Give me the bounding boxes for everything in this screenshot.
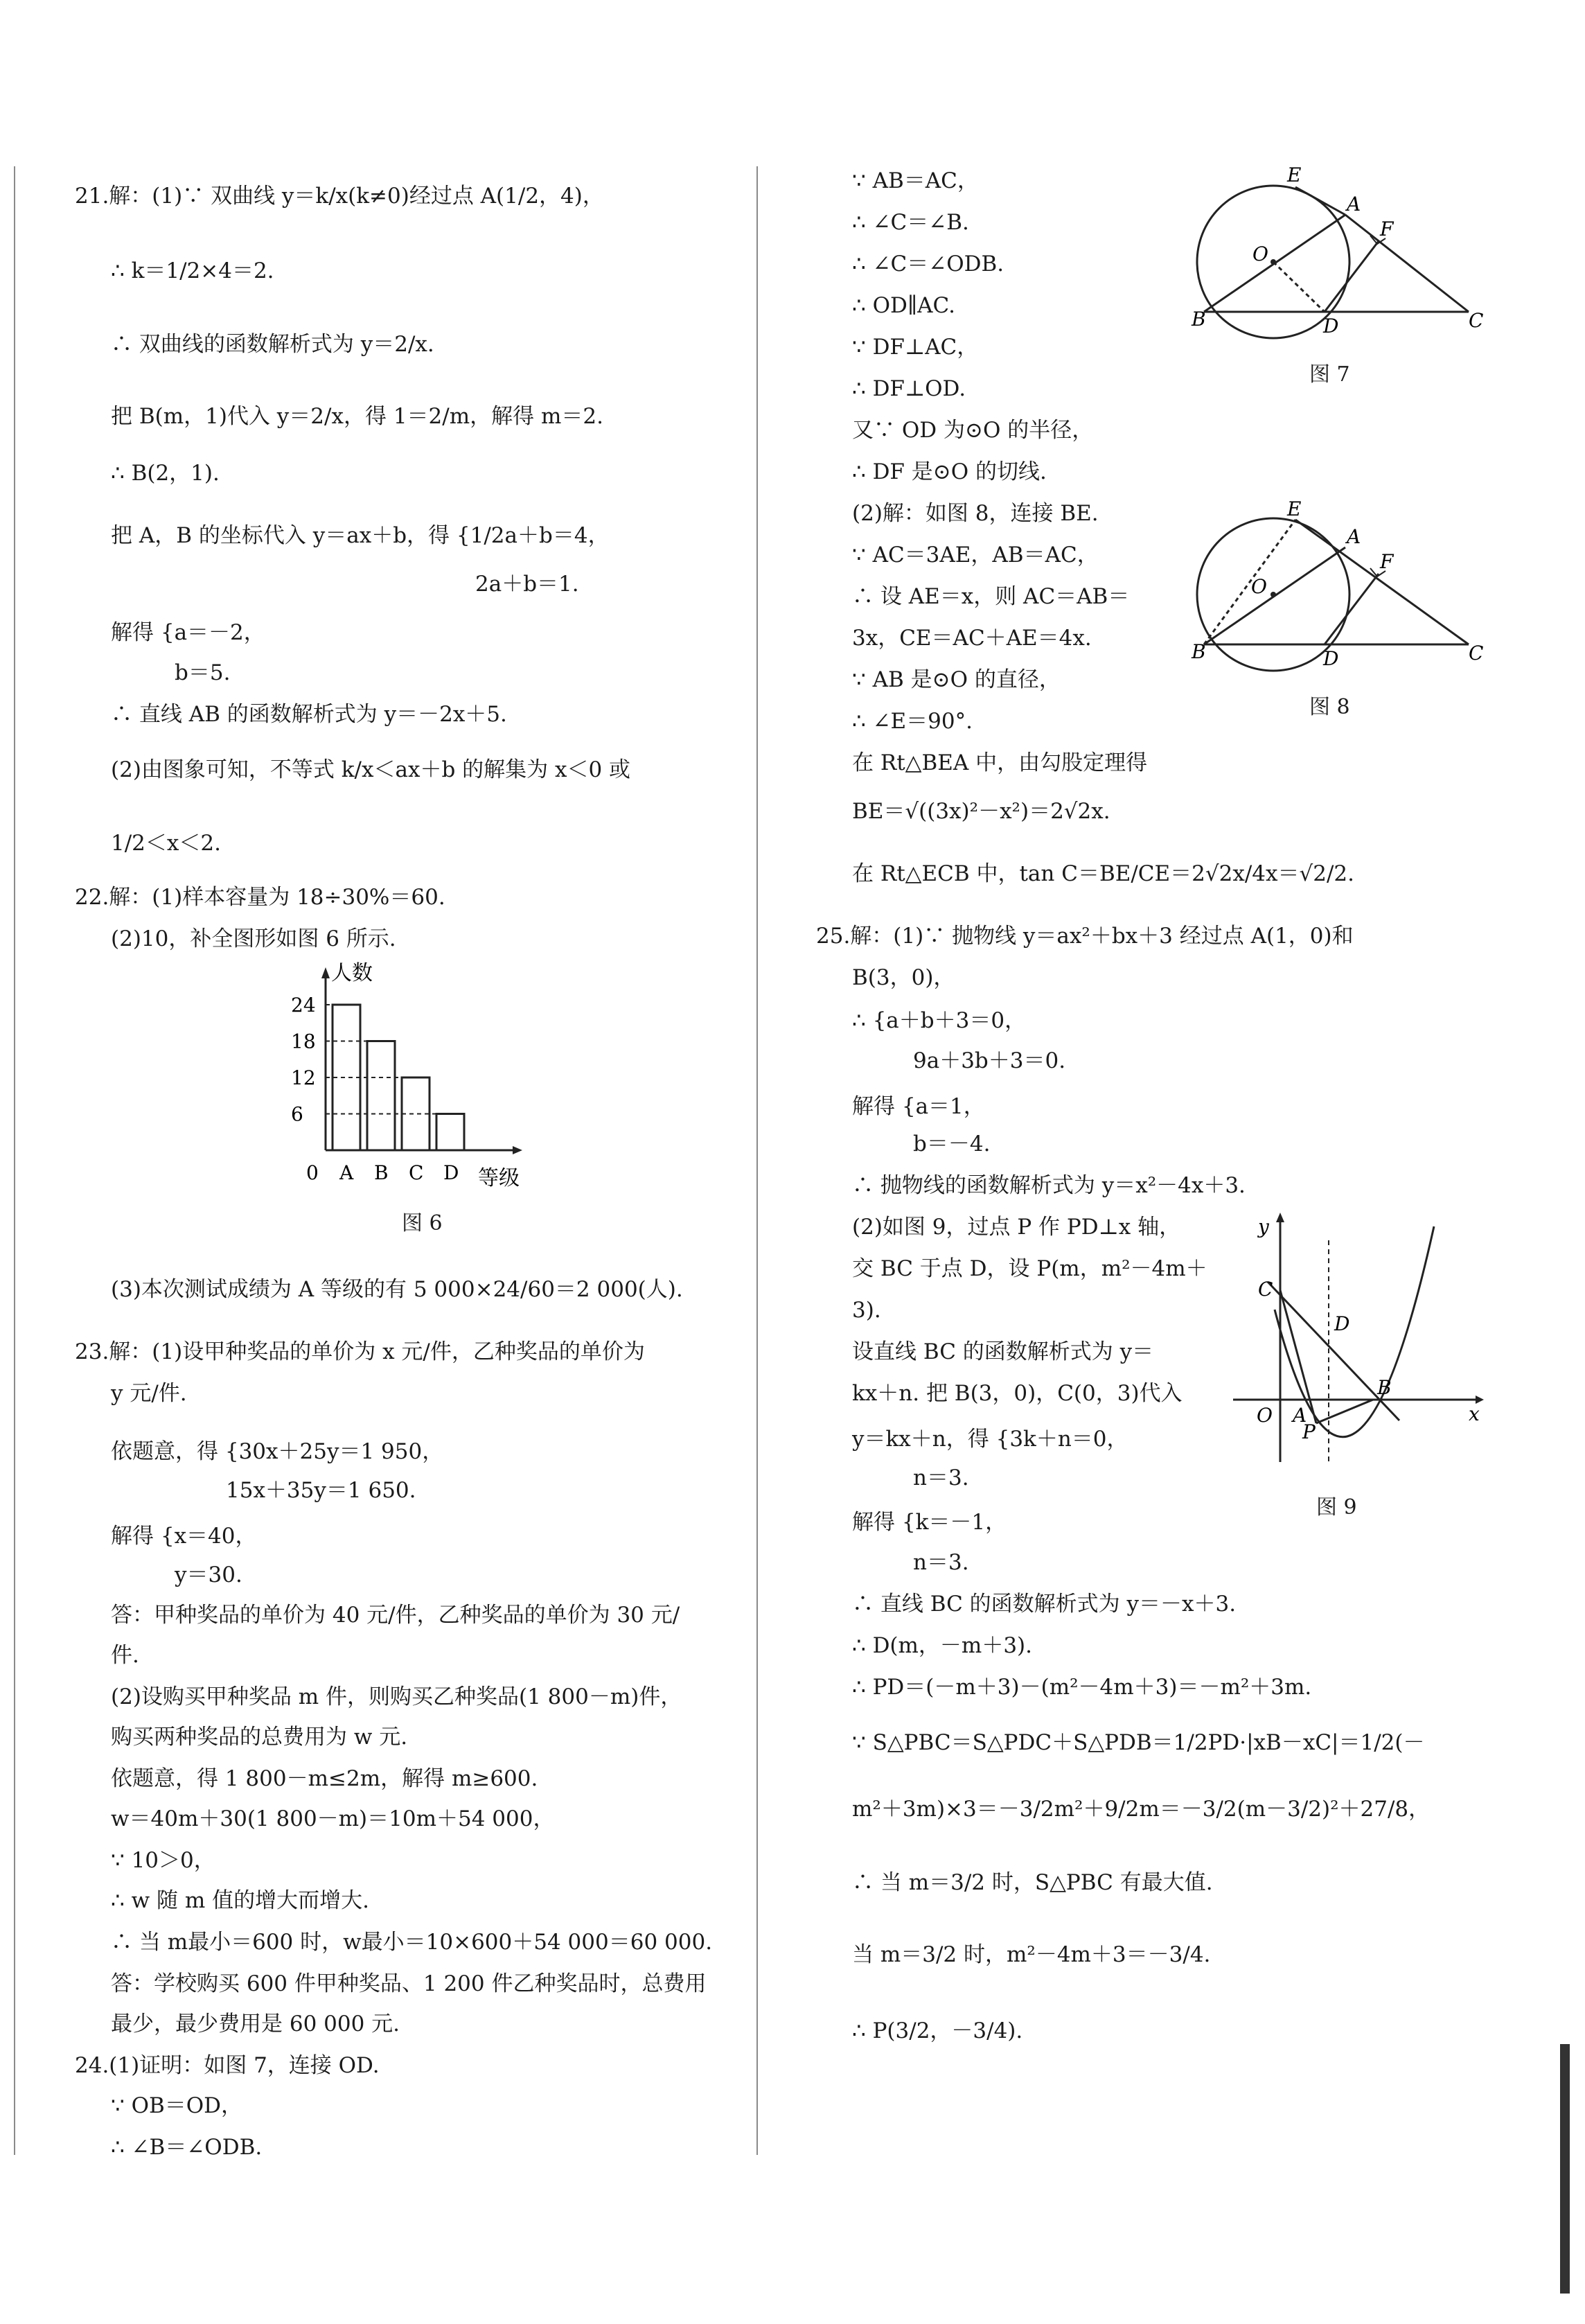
x-axis-arrow bbox=[513, 1146, 522, 1154]
answer-line: ∴ k＝1/2×4＝2. bbox=[111, 258, 274, 283]
answer-line: ∴ 设 AE＝x，则 AC＝AB＝ bbox=[852, 584, 1130, 609]
answer-line: 15x＋35y＝1 650. bbox=[226, 1478, 416, 1503]
answer-line: ∴ 直线 BC 的函数解析式为 y＝－x＋3. bbox=[852, 1592, 1237, 1617]
answer-line: (2)如图 9，过点 P 作 PD⊥x 轴， bbox=[852, 1215, 1181, 1240]
answer-line: y＝kx＋n，得 {3k＋n＝0， bbox=[852, 1427, 1128, 1452]
label-a: A bbox=[1293, 1404, 1307, 1427]
answer-line: 2a＋b＝1. bbox=[475, 572, 579, 597]
center-dot bbox=[1270, 259, 1276, 265]
answer-line: ∵ DF⊥AC， bbox=[852, 335, 979, 360]
answer-line: ∴ ∠E＝90°. bbox=[852, 709, 973, 734]
answer-line: ∴ 直线 AB 的函数解析式为 y＝－2x＋5. bbox=[111, 702, 507, 727]
figure-9-svg bbox=[1226, 1213, 1482, 1476]
answer-line: ∴ B(2，1). bbox=[111, 461, 220, 486]
answer-line: ∴ w 随 m 值的增大而增大. bbox=[111, 1888, 369, 1913]
segment-be bbox=[1204, 520, 1295, 644]
x-axis-label: 等级 bbox=[478, 1166, 520, 1190]
segment-ec bbox=[1295, 520, 1469, 644]
answer-line: BE＝√((3x)²－x²)＝2√2x. bbox=[852, 799, 1110, 824]
answer-line: 21.解：(1)∵ 双曲线 y＝k/x(k≠0)经过点 A(1/2，4)， bbox=[75, 184, 604, 209]
answer-line: 24.(1)证明：如图 7，连接 OD. bbox=[75, 2053, 380, 2078]
answer-line: 答：甲种奖品的单价为 40 元/件，乙种奖品的单价为 30 元/ bbox=[111, 1603, 680, 1628]
answer-line: ∵ AC＝3AE，AB＝AC， bbox=[852, 543, 1099, 567]
label-c: C bbox=[1469, 309, 1484, 332]
answer-line: 解得 {k＝－1， bbox=[852, 1510, 1007, 1535]
answer-line: b＝5. bbox=[175, 660, 231, 685]
answer-line: 在 Rt△ECB 中，tan C＝BE/CE＝2√2x/4x＝√2/2. bbox=[852, 861, 1354, 886]
answer-line: (2)由图象可知，不等式 k/x＜ax＋b 的解集为 x＜0 或 bbox=[111, 757, 631, 782]
answer-line: w＝40m＋30(1 800－m)＝10m＋54 000， bbox=[111, 1806, 555, 1831]
answer-line: 交 BC 于点 D，设 P(m，m²－4m＋ bbox=[852, 1256, 1207, 1281]
label-b: B bbox=[1192, 640, 1206, 663]
answer-line: 3x，CE＝AC＋AE＝4x. bbox=[852, 626, 1092, 651]
answer-line: 23.解：(1)设甲种奖品的单价为 x 元/件，乙种奖品的单价为 bbox=[75, 1339, 645, 1364]
bar-B bbox=[367, 1041, 395, 1151]
answer-line: (3)本次测试成绩为 A 等级的有 5 000×24/60＝2 000(人). bbox=[111, 1277, 683, 1302]
label-o: O bbox=[1257, 1404, 1273, 1427]
answer-line: (2)10，补全图形如图 6 所示. bbox=[111, 926, 396, 951]
figure-8-circle-tangent bbox=[1192, 498, 1484, 679]
answer-line: y 元/件. bbox=[111, 1381, 187, 1406]
answer-line: 设直线 BC 的函数解析式为 y＝ bbox=[852, 1339, 1154, 1364]
label-c: C bbox=[1258, 1278, 1273, 1301]
answer-line: 9a＋3b＋3＝0. bbox=[913, 1048, 1066, 1073]
figure-7-caption: 图 7 bbox=[1309, 362, 1350, 387]
label-a: A bbox=[1347, 193, 1361, 215]
answer-line: 当 m＝3/2 时，m²－4m＋3＝－3/4. bbox=[852, 1942, 1211, 1967]
answer-line: 1/2＜x＜2. bbox=[111, 831, 221, 856]
label-e: E bbox=[1287, 164, 1302, 186]
answer-line: b＝－4. bbox=[913, 1132, 991, 1156]
origin-label: 0 bbox=[306, 1161, 319, 1184]
figure-9-caption: 图 9 bbox=[1316, 1495, 1357, 1520]
answer-line: ∴ PD＝(－m＋3)－(m²－4m＋3)＝－m²＋3m. bbox=[852, 1675, 1312, 1700]
y-tick-label: 24 bbox=[291, 994, 316, 1016]
figure-9-parabola bbox=[1226, 1213, 1482, 1476]
answer-line: ∴ OD∥AC. bbox=[852, 293, 956, 318]
answer-line: (2)设购买甲种奖品 m 件，则购买乙种奖品(1 800－m)件， bbox=[111, 1684, 682, 1709]
answer-line: 依题意，得 1 800－m≤2m，解得 m≥600. bbox=[111, 1766, 538, 1791]
label-p: P bbox=[1302, 1420, 1316, 1443]
label-o: O bbox=[1251, 575, 1267, 598]
segment-df bbox=[1325, 574, 1379, 644]
answer-line: ∵ S△PBC＝S△PDC＋S△PDB＝1/2PD·|xB－xC|＝1/2(－ bbox=[852, 1730, 1425, 1755]
answer-line: 把 B(m，1)代入 y＝2/x，得 1＝2/m，解得 m＝2. bbox=[111, 404, 603, 429]
answer-line: y＝30. bbox=[175, 1562, 242, 1587]
answer-line: B(3，0)， bbox=[852, 965, 955, 990]
segment-df bbox=[1325, 241, 1379, 312]
answer-line: ∴ P(3/2，－3/4). bbox=[852, 2018, 1023, 2043]
y-axis-label: 人数 bbox=[331, 961, 373, 985]
x-tick-label: D bbox=[443, 1161, 459, 1184]
figure-7-svg bbox=[1192, 166, 1482, 340]
answer-line: 25.解：(1)∵ 抛物线 y＝ax²＋bx＋3 经过点 A(1，0)和 bbox=[816, 924, 1354, 949]
answer-line: ∴ ∠B＝∠ODB. bbox=[111, 2135, 263, 2160]
figure-8-caption: 图 8 bbox=[1309, 695, 1350, 719]
segment-ac bbox=[1345, 215, 1469, 312]
answer-line: kx＋n. 把 B(3，0)，C(0，3)代入 bbox=[852, 1381, 1183, 1406]
answer-line: ∴ DF 是⊙O 的切线. bbox=[852, 459, 1047, 484]
label-d: D bbox=[1323, 647, 1339, 670]
answer-line: 依题意，得 {30x＋25y＝1 950， bbox=[111, 1439, 444, 1464]
label-e: E bbox=[1287, 498, 1302, 520]
answer-line: ∴ 当 m＝3/2 时，S△PBC 有最大值. bbox=[852, 1870, 1213, 1895]
bar-D bbox=[436, 1114, 464, 1151]
answer-line: ∵ AB 是⊙O 的直径， bbox=[852, 667, 1061, 692]
answer-line: m²＋3m)×3＝－3/2m²＋9/2m＝－3/2(m－3/2)²＋27/8， bbox=[852, 1797, 1431, 1822]
answer-line: 解得 {a＝－2， bbox=[111, 620, 265, 645]
column-divider bbox=[756, 166, 758, 2155]
label-c: C bbox=[1469, 642, 1484, 664]
bar-chart-svg bbox=[277, 963, 540, 1192]
answer-line: ∴ 抛物线的函数解析式为 y＝x²－4x＋3. bbox=[852, 1173, 1246, 1198]
left-margin-rule bbox=[14, 166, 15, 2155]
answer-line: ∵ 10＞0， bbox=[111, 1848, 215, 1873]
label-y: y bbox=[1258, 1215, 1269, 1238]
answer-line: 在 Rt△BEA 中，由勾股定理得 bbox=[852, 750, 1148, 775]
answer-line: 答：学校购买 600 件甲种奖品、1 200 件乙种奖品时，总费用 bbox=[111, 1971, 707, 1996]
figure-7-circle-tangent bbox=[1192, 166, 1482, 340]
y-tick-label: 6 bbox=[291, 1102, 303, 1126]
label-f: F bbox=[1380, 550, 1394, 573]
answer-line: 最少，最少费用是 60 000 元. bbox=[111, 2012, 400, 2036]
x-tick-label: A bbox=[339, 1161, 354, 1184]
label-f: F bbox=[1380, 218, 1394, 240]
answer-line: 解得 {x＝40， bbox=[111, 1524, 257, 1549]
answer-line: ∵ OB＝OD， bbox=[111, 2093, 243, 2118]
figure-6-bar-chart bbox=[277, 963, 540, 1192]
answer-line: n＝3. bbox=[913, 1465, 969, 1490]
answer-line: 3). bbox=[852, 1298, 881, 1323]
answer-line: 把 A，B 的坐标代入 y＝ax＋b，得 {1/2a＋b＝4， bbox=[111, 523, 610, 548]
label-o: O bbox=[1252, 243, 1268, 265]
label-x: x bbox=[1469, 1402, 1480, 1425]
segment-pb bbox=[1316, 1400, 1373, 1423]
y-axis-arrow bbox=[1276, 1213, 1284, 1222]
segment-od bbox=[1273, 262, 1325, 312]
answer-line: ∴ DF⊥OD. bbox=[852, 376, 966, 401]
answer-line: ∴ 当 m最小＝600 时，w最小＝10×600＋54 000＝60 000. bbox=[111, 1930, 713, 1955]
segment-ea bbox=[1295, 187, 1345, 215]
y-axis-arrow bbox=[321, 967, 330, 978]
answer-line: ∵ AB＝AC， bbox=[852, 168, 979, 193]
answer-line: n＝3. bbox=[913, 1550, 969, 1575]
answer-line: ∴ ∠C＝∠ODB. bbox=[852, 252, 1004, 276]
label-d: D bbox=[1334, 1312, 1350, 1335]
answer-line: ∴ {a＋b＋3＝0， bbox=[852, 1008, 1027, 1033]
figure-6-caption: 图 6 bbox=[402, 1211, 443, 1235]
answer-line: 22.解：(1)样本容量为 18÷30%＝60. bbox=[75, 885, 445, 910]
answer-line: 解得 {a＝1， bbox=[852, 1094, 985, 1119]
label-a: A bbox=[1347, 525, 1361, 548]
answer-line: 又∵ OD 为⊙O 的半径， bbox=[852, 418, 1094, 443]
x-tick-label: C bbox=[409, 1161, 424, 1184]
y-tick-label: 12 bbox=[291, 1066, 316, 1089]
y-tick-label: 18 bbox=[291, 1030, 316, 1053]
x-tick-label: B bbox=[374, 1161, 389, 1184]
answer-line: ∴ ∠C＝∠B. bbox=[852, 210, 969, 235]
answer-line: ∴ D(m，－m＋3). bbox=[852, 1633, 1032, 1658]
answer-line: ∴ 双曲线的函数解析式为 y＝2/x. bbox=[111, 332, 434, 357]
answer-line: 购买两种奖品的总费用为 w 元. bbox=[111, 1725, 408, 1750]
scan-edge-mark bbox=[1560, 2044, 1570, 2294]
label-b: B bbox=[1377, 1376, 1392, 1399]
center-dot bbox=[1270, 592, 1276, 597]
label-d: D bbox=[1323, 315, 1339, 337]
figure-8-svg bbox=[1192, 498, 1484, 679]
answer-line: (2)解：如图 8，连接 BE. bbox=[852, 501, 1099, 526]
label-b: B bbox=[1192, 308, 1206, 331]
answer-line: 件. bbox=[111, 1643, 139, 1668]
